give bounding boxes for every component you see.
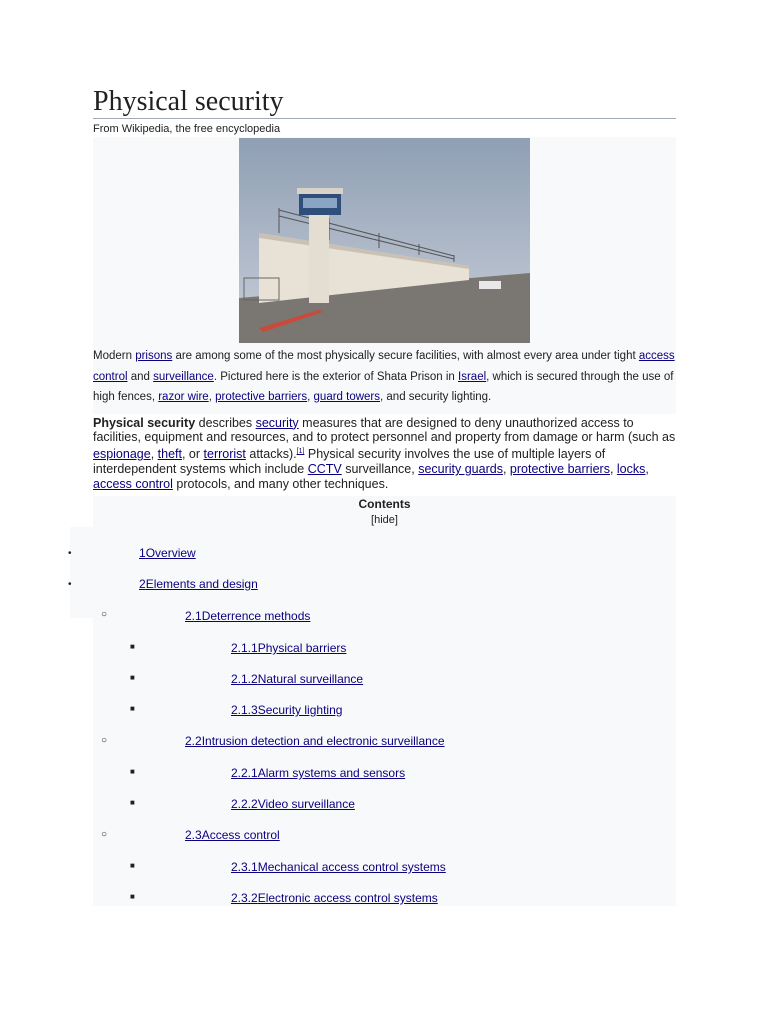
toc-hide-toggle[interactable]: [hide] [371, 514, 398, 526]
toc-bullet: • [68, 579, 72, 590]
toc-item-natural-surveillance[interactable]: 2.1.2Natural surveillance [231, 672, 364, 686]
toc-item-deterrence-methods[interactable]: 2.1Deterrence methods [185, 609, 311, 623]
prison-photo[interactable] [239, 138, 530, 343]
link-guard-towers[interactable]: guard towers [313, 391, 381, 403]
toc-bullet: ○ [101, 829, 108, 840]
page-title: Physical security [93, 86, 676, 119]
toc-title: Contents [358, 497, 411, 511]
link-security-guards[interactable]: security guards [418, 462, 503, 477]
toc-bullet: • [68, 548, 72, 559]
toc-bullet: ○ [101, 609, 108, 620]
toc-bullet: ■ [130, 673, 135, 682]
toc-bullet: ■ [130, 861, 135, 870]
link-espionage[interactable]: espionage [93, 447, 151, 462]
toc-item-access-control[interactable]: 2.3Access control [185, 828, 280, 842]
toc-bullet: ■ [130, 642, 135, 651]
toc-bullet: ■ [130, 704, 135, 713]
link-access-control-2[interactable]: access control [93, 476, 173, 491]
toc-bullet: ■ [130, 798, 135, 807]
link-prisons[interactable]: prisons [135, 350, 173, 362]
link-israel[interactable]: Israel [458, 370, 487, 383]
link-locks[interactable]: locks [616, 462, 646, 477]
link-theft[interactable]: theft [157, 447, 182, 462]
toc-item-elements-and-design[interactable]: 2Elements and design [139, 577, 258, 591]
toc-item-overview[interactable]: 1Overview [139, 546, 196, 560]
reference-1[interactable]: [1] [296, 448, 305, 456]
link-access-control[interactable]: access control [93, 350, 675, 383]
link-razor-wire[interactable]: razor wire [158, 391, 209, 403]
thumbnail [93, 137, 676, 414]
article [93, 86, 676, 492]
toc-item-video-surveillance[interactable]: 2.2.2Video surveillance [231, 797, 355, 811]
toc-bullet: ■ [130, 892, 135, 901]
toc-item-intrusion-detection[interactable]: 2.2Intrusion detection and electronic surveillance [185, 734, 445, 748]
toc-item-mechanical-access-control[interactable]: 2.3.1Mechanical access control systems [231, 860, 446, 874]
link-security[interactable]: security [255, 415, 299, 430]
toc-bullet: ■ [130, 767, 135, 776]
toc-bullet: ○ [101, 735, 108, 746]
link-cctv[interactable]: CCTV [307, 462, 342, 477]
link-protective-barriers[interactable]: protective barriers [215, 391, 308, 403]
toc-item-alarm-systems[interactable]: 2.2.1Alarm systems and sensors [231, 766, 406, 780]
toc-level1-background [70, 527, 93, 618]
lead-paragraph: Physical security describes security measures that are designed to deny unauthorized access to facilities, equipment and resources, and to protect personnel and property from damage or harm (such as espionage, theft, or terrorist attacks).[1] Physical security involves the use of multiple layers of interdependent systems which include CCTV surveillance, security guards, protective barriers, locks, access control protocols, and many other techniques. [93, 415, 676, 491]
link-surveillance[interactable]: surveillance [153, 370, 214, 383]
thumbnail-caption: Modern prisons are among some of the most physically secure facilities, with almost every area under tight access control and surveillance. Pictured here is the exterior of Shata Prison in Israel, which is secured through the use of high fences, razor wire, protective barriers, guard towers, and security lighting. [93, 350, 675, 403]
link-protective-barriers-2[interactable]: protective barriers [509, 462, 610, 477]
link-terrorist[interactable]: terrorist [203, 447, 246, 462]
toc-item-physical-barriers[interactable]: 2.1.1Physical barriers [231, 641, 347, 655]
toc-item-electronic-access-control[interactable]: 2.3.2Electronic access control systems [231, 891, 438, 905]
toc-item-security-lighting[interactable]: 2.1.3Security lighting [231, 703, 343, 717]
tagline: From Wikipedia, the free encyclopedia [93, 123, 281, 135]
